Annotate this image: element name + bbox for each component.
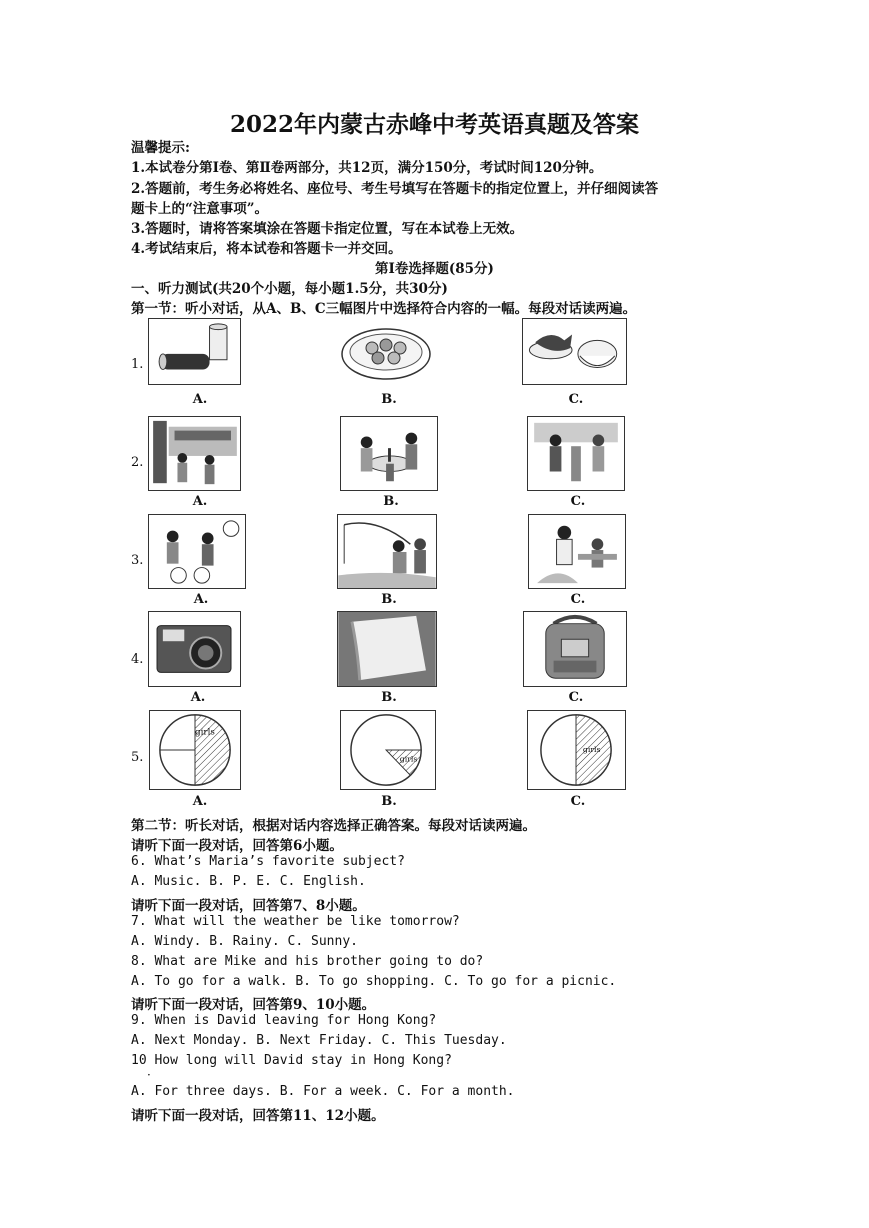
label-5a: A. [192,794,208,809]
table-scene-icon [341,417,437,490]
picture-3c[interactable] [528,514,626,589]
question-9-options[interactable]: A. Next Monday. B. Next Friday. C. This Tuesday. [131,1033,507,1048]
row-number-3: 3. [131,553,144,568]
label-3b: B. [381,592,397,607]
bread-milk-icon [149,319,240,384]
picture-2a[interactable] [148,416,241,491]
picture-3a[interactable] [148,514,246,589]
pie-chart-small-icon [341,711,435,789]
row-number-2: 2. [131,455,144,470]
tip-1: 1.本试卷分第Ⅰ卷、第Ⅱ卷两部分，共12页，满分150分，考试时间120分钟。 [131,160,603,176]
tips-heading: 温馨提示: [131,140,190,156]
question-6: 6. What’s Maria’s favorite subject? [131,854,405,869]
label-2a: A. [192,494,208,509]
question-6-options[interactable]: A. Music. B. P. E. C. English. [131,874,366,889]
page-title: 2022年内蒙古赤峰中考英语真题及答案 [229,111,639,138]
picture-2b[interactable] [340,416,438,491]
listen-instruction-1: 请听下面一段对话，回答第6小题。 [131,838,343,854]
picture-4a[interactable] [148,611,241,687]
part1-heading: 一、听力测试(共20个小题，每小题1.5分，共30分) [131,281,448,297]
label-2c: C. [570,494,586,509]
kids-playing-icon [149,515,245,588]
listen-instruction-4: 请听下面一段对话，回答第11、12小题。 [131,1108,385,1124]
section2-heading: 第二节：听长对话，根据对话内容选择正确答案。每段对话读两遍。 [131,818,536,834]
picture-3b[interactable] [337,514,437,589]
pie-chart-large-icon [528,711,625,789]
dumplings-icon [336,318,436,385]
label-1b: B. [381,392,397,407]
backpack-icon [524,612,626,686]
pie-label-5c: girls [582,744,601,754]
pie-chart-half-icon [150,711,240,789]
label-1a: A. [192,392,208,407]
question-10: 10 How long will David stay in Hong Kong? [131,1053,452,1068]
listen-instruction-3: 请听下面一段对话，回答第9、10小题。 [131,997,376,1013]
picture-4c[interactable] [523,611,627,687]
question-8: 8. What are Mike and his brother going to do? [131,954,484,969]
doctor-visit-icon [529,515,625,588]
picture-5c[interactable] [527,710,626,790]
label-1c: C. [568,392,584,407]
picture-4b[interactable] [337,611,437,687]
picture-5a[interactable] [149,710,241,790]
question-10-options[interactable]: A. For three days. B. For a week. C. For a month. [131,1084,515,1099]
tip-3: 3.答题时，请将答案填涂在答题卡指定位置，写在本试卷上无效。 [131,221,524,237]
question-7-options[interactable]: A. Windy. B. Rainy. C. Sunny. [131,934,358,949]
question-8-options[interactable]: A. To go for a walk. B. To go shopping. C. To go for a picnic. [131,974,617,989]
question-9: 9. When is David leaving for Hong Kong? [131,1013,437,1028]
fish-rice-icon [523,319,626,384]
label-3a: A. [193,592,209,607]
handshake-scene-icon [528,417,624,490]
shop-scene-icon [149,417,240,490]
camera-icon [149,612,240,686]
paper-icon [338,612,436,686]
tip-4: 4.考试结束后，将本试卷和答题卡一并交回。 [131,241,402,257]
tip-2: 2.答题前，考生务必将姓名、座位号、考生号填写在答题卡的指定位置上，并仔细阅读答 [131,181,659,197]
picture-1b[interactable] [336,318,436,385]
fishing-icon [338,515,436,588]
picture-2c[interactable] [527,416,625,491]
label-4a: A. [190,690,206,705]
row-number-4: 4. [131,652,144,667]
pie-label-5a: girls [195,727,215,738]
label-4c: C. [568,690,584,705]
section1-heading: 第一节：听小对话，从A、B、C三幅图片中选择符合内容的一幅。每段对话读两遍。 [131,301,637,317]
picture-5b[interactable] [340,710,436,790]
label-3c: C. [570,592,586,607]
question-7: 7. What will the weather be like tomorrow? [131,914,460,929]
section-title: 第Ⅰ卷选择题(85分) [375,261,494,277]
label-2b: B. [383,494,399,509]
label-5b: B. [381,794,397,809]
picture-1c[interactable] [522,318,627,385]
label-5c: C. [570,794,586,809]
row-number-1: 1. [131,357,144,372]
stray-dot: · [147,1068,151,1082]
row-number-5: 5. [131,750,144,765]
picture-1a[interactable] [148,318,241,385]
listen-instruction-2: 请听下面一段对话，回答第7、8小题。 [131,898,366,914]
tip-2-cont: 题卡上的“注意事项”。 [131,201,269,217]
pie-label-5b: girls [399,754,418,764]
label-4b: B. [381,690,397,705]
